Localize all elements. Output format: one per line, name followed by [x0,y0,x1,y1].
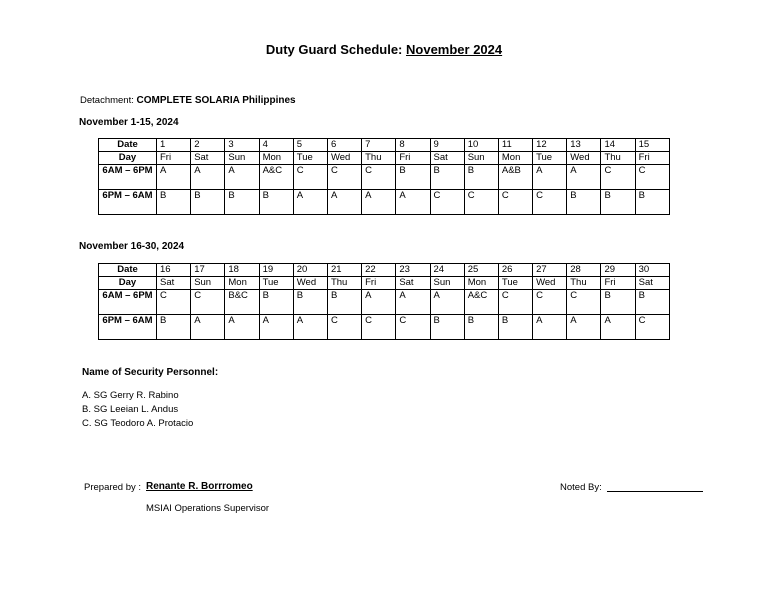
row-header: 6AM – 6PM [99,290,157,315]
prepared-by-label: Prepared by : [84,482,142,493]
schedule-cell: Fri [635,152,669,165]
noted-by-signature-line [607,491,703,492]
schedule-cell: 4 [259,139,293,152]
schedule-cell: B [293,290,327,315]
schedule-cell: A [225,315,259,340]
schedule-cell: B [191,190,225,215]
schedule-cell: 16 [157,264,191,277]
schedule-cell: A [293,315,327,340]
row-header: 6AM – 6PM [99,165,157,190]
schedule-cell: C [464,190,498,215]
schedule-cell: 15 [635,139,669,152]
page-title [0,42,768,57]
schedule-cell: 21 [327,264,361,277]
row-header: Day [99,277,157,290]
row-header: 6PM – 6AM [99,315,157,340]
schedule-cell: 23 [396,264,430,277]
schedule-cell: Sat [157,277,191,290]
schedule-cell: A [567,165,601,190]
schedule-cell: Wed [567,152,601,165]
night-shift-row [99,315,670,340]
schedule-cell: B [157,315,191,340]
schedule-cell: 25 [464,264,498,277]
schedule-cell: Tue [498,277,532,290]
schedule-cell: 5 [293,139,327,152]
schedule-cell: B [430,165,464,190]
schedule-cell: B [259,190,293,215]
schedule-cell: 9 [430,139,464,152]
schedule-cell: 3 [225,139,259,152]
schedule-cell: A [567,315,601,340]
schedule-cell: 14 [601,139,635,152]
schedule-cell: B [567,190,601,215]
schedule-cell: B [601,190,635,215]
schedule-cell: Wed [293,277,327,290]
noted-by-label: Noted By: [560,482,602,493]
schedule-cell: 1 [157,139,191,152]
schedule-cell: C [191,290,225,315]
schedule-cell: C [635,315,669,340]
prepared-by-role: MSIAI Operations Supervisor [146,503,270,514]
personnel-item-a: A. SG Gerry R. Rabino [82,390,179,401]
schedule-cell: Tue [259,277,293,290]
schedule-cell: 18 [225,264,259,277]
date-row [99,264,670,277]
schedule-cell: B [259,290,293,315]
schedule-cell: A [430,290,464,315]
schedule-cell: Mon [464,277,498,290]
row-header: Date [99,139,157,152]
schedule-cell: B [464,315,498,340]
detachment-line [80,95,296,106]
schedule-cell: 19 [259,264,293,277]
schedule-cell: C [327,165,361,190]
schedule-cell: Fri [396,152,430,165]
detachment-value: COMPLETE SOLARIA Philippines [136,95,296,106]
schedule-cell: A [259,315,293,340]
row-header: Date [99,264,157,277]
detachment-label: Detachment: [80,95,134,106]
schedule-cell: B [327,290,361,315]
schedule-cell: 12 [533,139,567,152]
schedule-cell: Sun [191,277,225,290]
schedule-cell: Mon [498,152,532,165]
schedule-cell: B [225,190,259,215]
schedule-cell: 17 [191,264,225,277]
schedule-cell: Tue [533,152,567,165]
schedule-cell: C [533,190,567,215]
schedule-cell: 10 [464,139,498,152]
personnel-item-b: B. SG Leeian L. Andus [82,404,179,415]
day-row [99,277,670,290]
day-row [99,152,670,165]
schedule-cell: Sat [396,277,430,290]
schedule-cell: B&C [225,290,259,315]
schedule-cell: C [498,190,532,215]
schedule-cell: A [191,315,225,340]
day-shift-row [99,165,670,190]
schedule-cell: Thu [601,152,635,165]
personnel-item-c: C. SG Teodoro A. Protacio [82,418,194,429]
schedule-cell: 20 [293,264,327,277]
schedule-cell: C [601,165,635,190]
schedule-cell: Wed [327,152,361,165]
row-header: 6PM – 6AM [99,190,157,215]
schedule-cell: C [567,290,601,315]
schedule-cell: Sun [430,277,464,290]
schedule-cell: 24 [430,264,464,277]
schedule-cell: 27 [533,264,567,277]
schedule-cell: B [601,290,635,315]
night-shift-row [99,190,670,215]
day-shift-row [99,290,670,315]
title-month: November 2024 [406,42,503,57]
schedule-cell: Sun [464,152,498,165]
schedule-cell: A [157,165,191,190]
personnel-heading: Name of Security Personnel: [82,367,219,378]
date-row [99,139,670,152]
schedule-cell: A&C [464,290,498,315]
schedule-cell: Tue [293,152,327,165]
schedule-cell: C [157,290,191,315]
schedule-cell: Fri [362,277,396,290]
schedule-cell: Thu [567,277,601,290]
title-prefix: Duty Guard Schedule: [265,42,403,57]
schedule-cell: A [191,165,225,190]
schedule-cell: A [293,190,327,215]
schedule-cell: A&B [498,165,532,190]
schedule-cell: A [362,190,396,215]
schedule-cell: 13 [567,139,601,152]
schedule-cell: 29 [601,264,635,277]
schedule-cell: A [533,315,567,340]
schedule-cell: A [327,190,361,215]
schedule-cell: C [293,165,327,190]
schedule-cell: 11 [498,139,532,152]
schedule-cell: 22 [362,264,396,277]
schedule-cell: Thu [362,152,396,165]
schedule-table-period1 [98,138,670,215]
schedule-cell: B [430,315,464,340]
schedule-cell: A&C [259,165,293,190]
schedule-cell: A [362,290,396,315]
schedule-cell: B [498,315,532,340]
schedule-cell: A [533,165,567,190]
schedule-cell: 30 [635,264,669,277]
schedule-cell: A [225,165,259,190]
schedule-table-period2 [98,263,670,340]
schedule-cell: 7 [362,139,396,152]
schedule-cell: C [498,290,532,315]
schedule-cell: C [396,315,430,340]
schedule-cell: Mon [259,152,293,165]
schedule-cell: Fri [601,277,635,290]
schedule-cell: B [635,190,669,215]
schedule-cell: Fri [157,152,191,165]
period1-label: November 1-15, 2024 [79,117,179,128]
row-header: Day [99,152,157,165]
schedule-cell: C [430,190,464,215]
schedule-cell: C [327,315,361,340]
schedule-cell: 8 [396,139,430,152]
period2-label: November 16-30, 2024 [79,241,185,252]
schedule-cell: Thu [327,277,361,290]
schedule-cell: 2 [191,139,225,152]
schedule-cell: B [396,165,430,190]
schedule-cell: A [396,290,430,315]
schedule-cell: 28 [567,264,601,277]
schedule-cell: A [601,315,635,340]
schedule-cell: C [362,165,396,190]
schedule-cell: Sat [191,152,225,165]
schedule-cell: Sat [430,152,464,165]
prepared-by-name: Renante R. Borrromeo [146,481,253,492]
schedule-cell: B [464,165,498,190]
schedule-cell: Sat [635,277,669,290]
schedule-cell: B [157,190,191,215]
schedule-cell: B [635,290,669,315]
schedule-cell: C [362,315,396,340]
schedule-cell: Sun [225,152,259,165]
schedule-cell: A [396,190,430,215]
schedule-cell: 26 [498,264,532,277]
schedule-cell: Wed [533,277,567,290]
schedule-cell: Mon [225,277,259,290]
schedule-cell: C [533,290,567,315]
schedule-cell: 6 [327,139,361,152]
schedule-cell: C [635,165,669,190]
